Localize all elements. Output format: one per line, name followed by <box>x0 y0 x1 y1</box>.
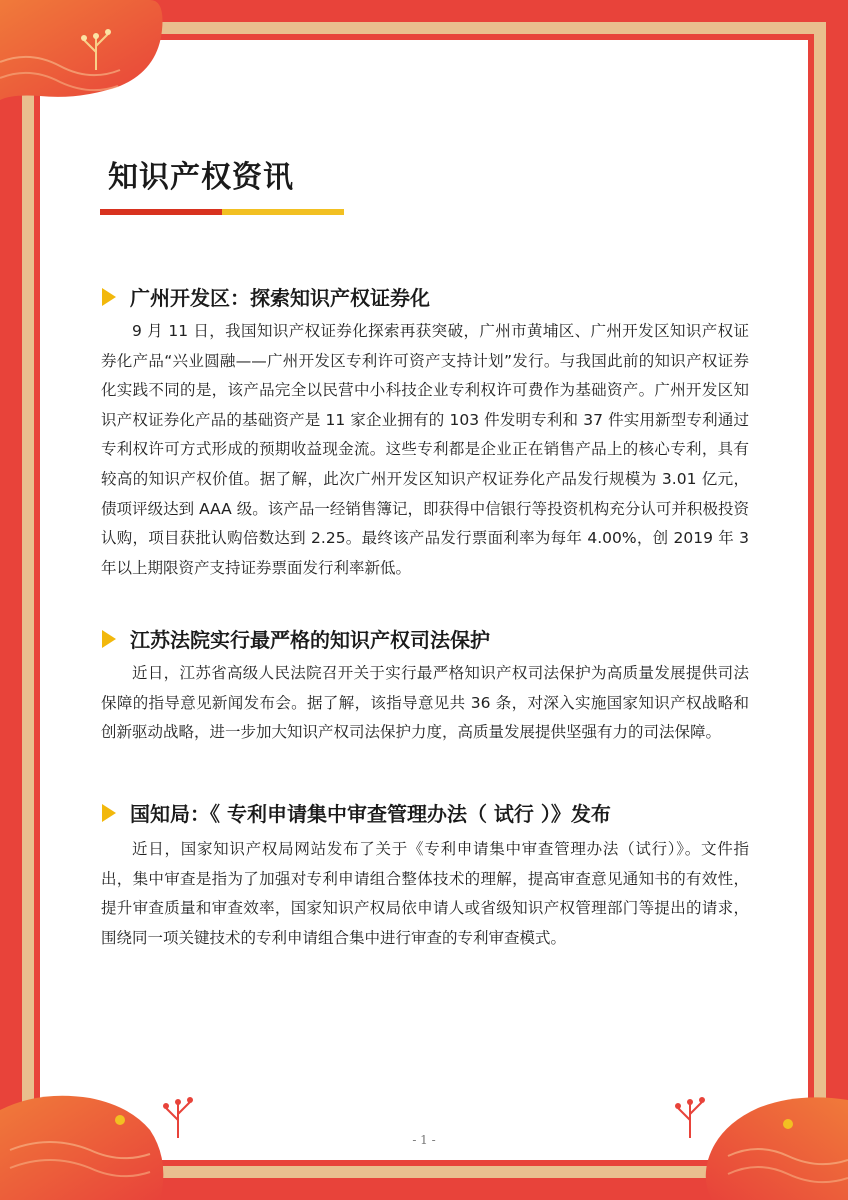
title-underline-yellow <box>222 209 344 215</box>
triangle-right-icon <box>102 804 116 822</box>
section-heading <box>102 798 611 827</box>
page-title: 知识产权资讯 <box>108 160 294 195</box>
section-heading <box>102 282 430 311</box>
section-body: 近日，江苏省高级人民法院召开关于实行最严格知识产权司法保护为高质量发展提供司法保障的指导意见新闻发布会。据了解，该指导意见共 36 条，对深入实施国家知识产权战略和创新驱动战略，进一步加大知识产权司法保护力度，高质量发展提供坚强有力的司法保障。 <box>101 664 749 742</box>
title-underline-red <box>100 209 222 215</box>
section-heading <box>102 624 490 653</box>
section-title: 国知局：《 专利申请集中审查管理办法（ 试行 ）》发布 <box>130 802 611 826</box>
page-number: - 1 - <box>412 1133 436 1147</box>
section-body: 近日，国家知识产权局网站发布了关于《专利申请集中审查管理办法（试行）》。文件指出，集中审查是指为了加强对专利申请组合整体技术的理解，提高审查意见通知书的有效性，提升审查质量和审查效率，国家知识产权局依申请人或省级知识产权管理部门等提出的请求，围绕同一项关键技术的专利申请组合集中进行审查的专利审查模式。 <box>101 840 749 947</box>
corner-decoration-top-left <box>0 0 170 110</box>
triangle-right-icon <box>102 288 116 306</box>
triangle-right-icon <box>102 630 116 648</box>
section-body: 9 月 11 日，我国知识产权证券化探索再获突破，广州市黄埔区、广州开发区知识产权证券化产品“兴业圆融——广州开发区专利许可资产支持计划”发行。与我国此前的知识产权证券化实践不同的是，该产品完全以民营中小科技企业专利权许可费作为基础资产。广州开发区知识产权证券化产品的基础资产是 11 家企业拥有的 103 件发明专利和 37 件实用新型专利通过专利权许可方式形成的预期收益现金流。这些专利都是企业正在销售产品上的核心专利，具有较高的知识产权价值。据了解，此次广州开发区知识产权证券化产品发行规模为 3.01 亿元，债项评级达到 AAA 级。该产品一经销售簿记，即获得中信银行等投资机构充分认可并积极投资认购，项目获批认购倍数达到 2.25。最终该产品发行票面利率为每年 4.00%，创 2019 年 3 年以上期限资产支持证券票面发行利率新低。 <box>101 322 749 577</box>
section-title: 江苏法院实行最严格的知识产权司法保护 <box>130 628 490 652</box>
page-paper <box>40 40 808 1160</box>
section-title: 广州开发区：探索知识产权证券化 <box>130 286 430 310</box>
